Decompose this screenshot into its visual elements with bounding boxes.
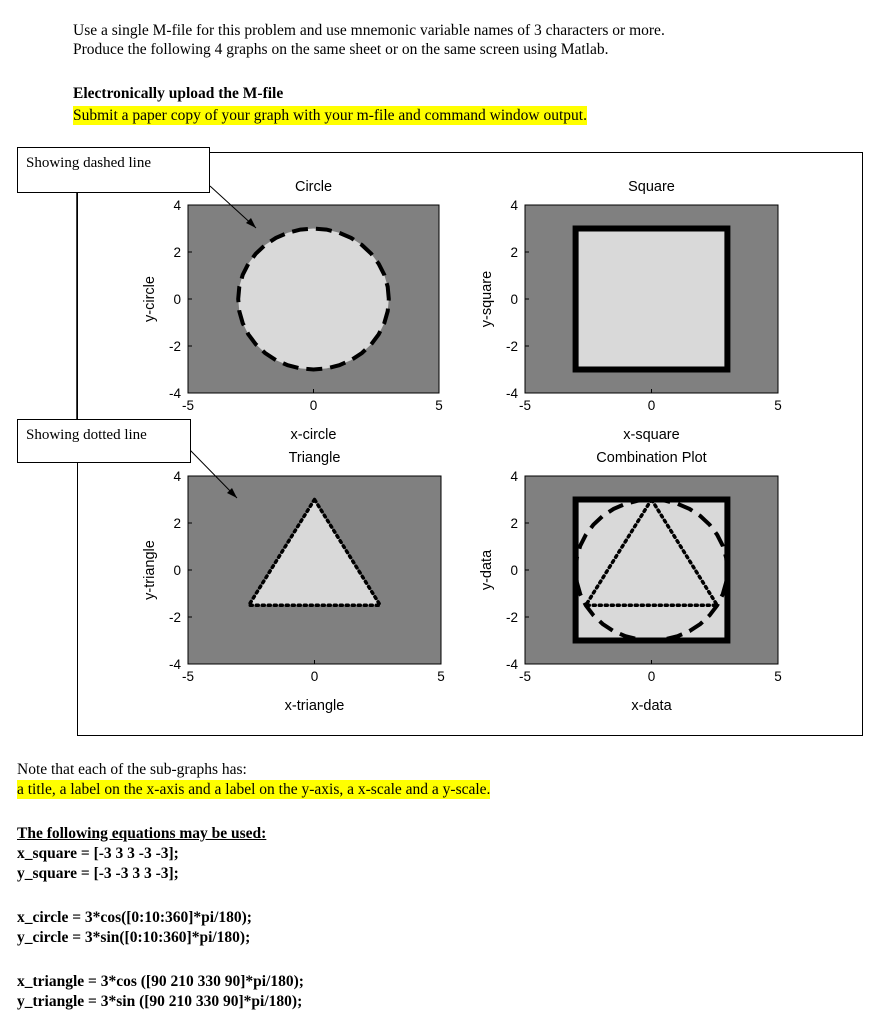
square-ytick-label: -2	[505, 339, 518, 354]
circle-xtick-label: 5	[435, 398, 443, 413]
square-ytick-label: 0	[510, 292, 518, 307]
combo-xtick-label: 5	[774, 669, 782, 684]
combo-ylabel: y-data	[479, 549, 495, 591]
circle-xtick-label: 0	[309, 398, 318, 413]
eq-x-triangle: x_triangle = 3*cos ([90 210 330 90]*pi/180);	[17, 973, 304, 990]
triangle-ylabel: y-triangle	[142, 540, 158, 600]
triangle-xtick-label: 5	[437, 669, 445, 684]
circle-series	[238, 229, 389, 370]
square-ytick-label: 2	[510, 245, 518, 260]
dashed-line-callout	[17, 147, 210, 193]
square-xtick-label: 0	[647, 398, 656, 413]
combo-xlabel: x-data	[631, 698, 672, 714]
dotted-line-callout	[17, 419, 191, 463]
eq-x-circle: x_circle = 3*cos([0:10:360]*pi/180);	[17, 909, 252, 926]
triangle-xlabel: x-triangle	[284, 698, 345, 714]
intro-line-2: Produce the following 4 graphs on the same sheet or on the same screen using Matlab.	[73, 41, 609, 58]
square-xtick-label: -5	[518, 398, 532, 413]
upload-instruction: Electronically upload the M-file	[73, 85, 284, 102]
square-ytick-label: 4	[510, 198, 518, 213]
dotted-callout-label: Showing dotted line	[26, 427, 147, 443]
dashed-callout-label: Showing dashed line	[26, 155, 151, 171]
note-line-1: Note that each of the sub-graphs has:	[17, 761, 247, 778]
note-line-2: a title, a label on the x-axis and a label on the y-axis, a x-scale and a y-scale.	[17, 781, 491, 798]
eq-y-square: y_square = [-3 -3 3 3 -3];	[17, 865, 179, 882]
triangle-ytick-label: -4	[168, 657, 181, 672]
circle-ylabel: y-circle	[142, 276, 158, 322]
combo-xtick-label: -5	[518, 669, 532, 684]
square-xtick-label: 5	[774, 398, 782, 413]
combo-ytick-label: -4	[505, 657, 518, 672]
circle-ytick-label: 0	[173, 292, 181, 307]
intro-line-1: Use a single M-file for this problem and use mnemonic variable names of 3 characters or more.	[73, 22, 665, 39]
combo-ytick-label: 4	[510, 469, 518, 484]
eq-y-triangle: y_triangle = 3*sin ([90 210 330 90]*pi/180);	[17, 993, 303, 1010]
square-ytick-label: -4	[505, 386, 518, 401]
eq-y-circle: y_circle = 3*sin([0:10:360]*pi/180);	[17, 929, 251, 946]
circle-title: Circle	[294, 179, 333, 195]
eq-x-square: x_square = [-3 3 3 -3 -3];	[17, 845, 179, 862]
triangle-title: Triangle	[288, 450, 341, 466]
circle-ytick-label: -4	[168, 386, 181, 401]
combo-ytick-label: 2	[510, 516, 518, 531]
circle-ytick-label: -2	[168, 339, 181, 354]
equations-heading: The following equations may be used:	[17, 825, 267, 842]
square-title: Square	[628, 179, 675, 195]
submit-instruction: Submit a paper copy of your graph with your m-file and command window output.	[73, 107, 587, 124]
circle-xtick-label: -5	[181, 398, 195, 413]
triangle-xtick-label: 0	[310, 669, 319, 684]
triangle-ytick-label: 4	[173, 469, 181, 484]
triangle-ytick-label: 2	[173, 516, 181, 531]
combo-ytick-label: 0	[510, 563, 518, 578]
circle-ytick-label: 2	[173, 245, 181, 260]
square-ylabel: y-square	[479, 270, 495, 328]
circle-xlabel: x-circle	[290, 427, 337, 443]
square-series	[576, 229, 728, 370]
square-xlabel: x-square	[623, 427, 680, 443]
combo-title: Combination Plot	[596, 450, 707, 466]
circle-ytick-label: 4	[173, 198, 181, 213]
triangle-ytick-label: -2	[168, 610, 181, 625]
triangle-ytick-label: 0	[173, 563, 181, 578]
combo-xtick-label: 0	[647, 669, 656, 684]
triangle-xtick-label: -5	[181, 669, 195, 684]
combo-ytick-label: -2	[505, 610, 518, 625]
